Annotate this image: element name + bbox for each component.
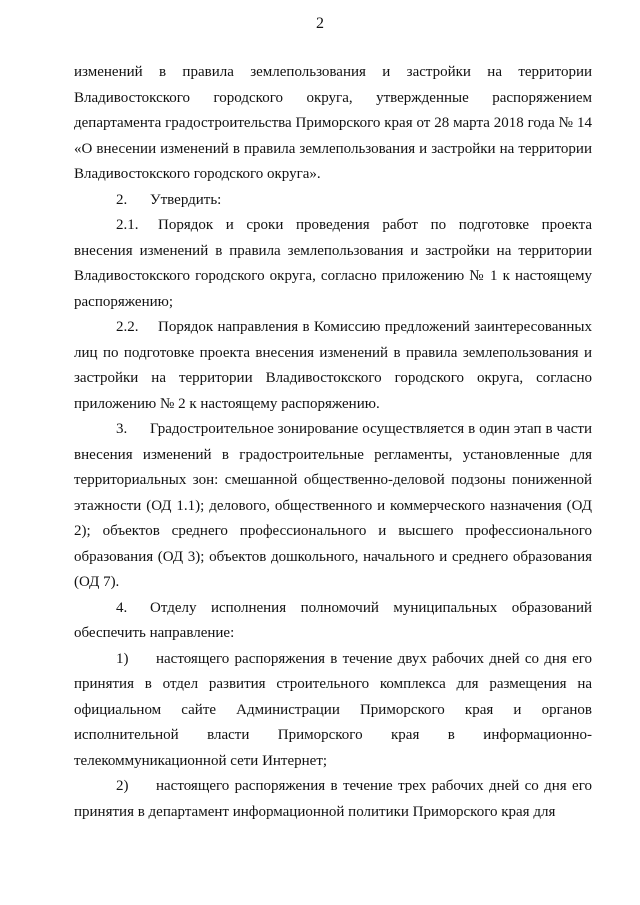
paragraph-text: Отделу исполнения полномочий муниципальных образований обеспечить направление: [74,599,592,641]
paragraph-item-3 [74,417,592,596]
item-number: 2.2. [116,319,139,335]
paragraph-text: Утвердить: [150,191,222,208]
document-body [74,60,592,825]
item-number: 4. [116,599,128,616]
paragraph-text: Градостроительное зонирование осуществляется в один этап в части внесения изменений в градостроительные регламенты, установленные для территориальных зон: смешанной общественно-деловой подзоны пониженной этажности (ОД 1.1); делового, общественного и коммерческого назначения (ОД 2); объектов среднего профессионального и высшего профессионального образования (ОД 3); объектов дошкольного, начального и среднего образования (ОД 7). [74,421,592,590]
item-number: 1) [116,650,129,667]
paragraph-subitem-1 [74,647,592,775]
paragraph-item-2-2 [74,315,592,417]
paragraph-text: настоящего распоряжения в течение двух рабочих дней со дня его принятия в отдел развития строительного комплекса для размещения на официальном сайте Администрации Приморского края и органов исполнительной власти Приморского края в информационно-телекоммуникационной сети Интернет; [74,650,592,769]
paragraph-continuation [74,60,592,188]
paragraph-text: настоящего распоряжения в течение трех рабочих дней со дня его принятия в департамент информационной политики Приморского края для [74,778,592,820]
paragraph-item-4 [74,596,592,647]
page-number: 2 [316,15,324,32]
paragraph-subitem-2 [74,774,592,825]
paragraph-item-2-1 [74,213,592,315]
paragraph-text: Порядок и сроки проведения работ по подготовке проекта внесения изменений в правила землепользования и застройки на территории Владивостокского городского округа, согласно приложению № 1 к настоящему распоряжению; [74,217,592,310]
item-number: 3. [116,421,128,437]
item-number: 2) [116,778,129,794]
item-number: 2.1. [116,217,139,233]
paragraph-text: Порядок направления в Комиссию предложений заинтересованных лиц по подготовке проекта внесения изменений в правила землепользования и застройки на территории Владивостокского городского округа, согласно приложению № 2 к настоящему распоряжению. [74,319,592,412]
item-number: 2. [116,191,128,208]
paragraph-item-2 [74,188,592,214]
paragraph-text: изменений в правила землепользования и застройки на территории Владивостокского городского округа, утвержденные распоряжением департамента градостроительства Приморского края от 28 марта 2018 года № 14 «О внесении изменений в правила землепользования и застройки на территории Владивостокского городского округа». [74,64,592,182]
